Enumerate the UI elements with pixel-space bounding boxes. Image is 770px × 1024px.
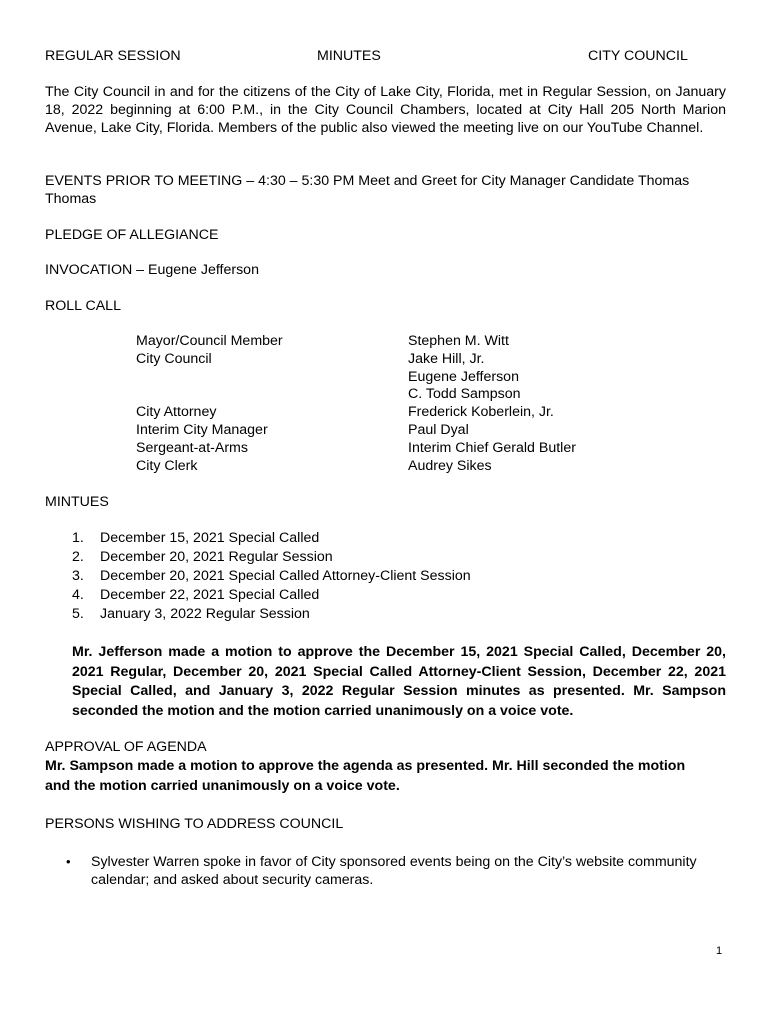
list-item bbox=[72, 586, 672, 605]
agenda-motion: Mr. Sampson made a motion to approve the agenda as presented. Mr. Hill seconded the motion and the motion carried unanimously on a voice vote. bbox=[45, 758, 686, 794]
roll-role bbox=[136, 386, 283, 404]
roll-role: City Attorney bbox=[136, 404, 217, 421]
list-text: December 15, 2021 Special Called bbox=[100, 530, 320, 546]
list-number: 2. bbox=[72, 549, 84, 565]
list-number: 4. bbox=[72, 587, 84, 603]
persons-item-text: Sylvester Warren spoke in favor of City sponsored events being on the City’s website community calendar; and asked about security cameras. bbox=[91, 854, 697, 888]
roll-name: Eugene Jefferson bbox=[408, 368, 519, 385]
list-number: 3. bbox=[72, 568, 84, 584]
roll-name: Frederick Koberlein, Jr. bbox=[408, 404, 554, 421]
roll-role: City Council bbox=[136, 350, 212, 367]
roll-name: Stephen M. Witt bbox=[408, 333, 509, 349]
intro-paragraph: The City Council in and for the citizens of the City of Lake City, Florida, met in Regular Session, on January 18, 2022 beginning at 6:00 P.M., in the City Council Chambers, located at City Hall 205 North Marion Avenue, Lake City, Florida. Members of the public also viewed the meeting live on our YouTube Channel. bbox=[45, 84, 726, 136]
pledge-heading: PLEDGE OF ALLEGIANCE bbox=[45, 227, 219, 243]
roll-call-names bbox=[408, 333, 576, 475]
page-number: 1 bbox=[716, 945, 723, 957]
roll-call-roles bbox=[136, 333, 283, 475]
minutes-list bbox=[72, 529, 672, 624]
list-item bbox=[72, 529, 672, 548]
minutes-heading: MINTUES bbox=[45, 494, 109, 510]
header-body: CITY COUNCIL bbox=[588, 48, 688, 64]
list-number: 1. bbox=[72, 530, 84, 546]
list-item bbox=[72, 548, 672, 567]
persons-heading: PERSONS WISHING TO ADDRESS COUNCIL bbox=[45, 816, 344, 832]
list-item bbox=[66, 854, 706, 890]
list-item bbox=[72, 605, 672, 624]
minutes-motion: Mr. Jefferson made a motion to approve the December 15, 2021 Special Called, December 20, 2021 Regular, December 20, 2021 Special Called Attorney-Client Session, December 22, 2021 Special Called, and January 3, 2022 Regular Session minutes as presented. Mr. Sampson seconded the motion and the motion carried unanimously on a voice vote. bbox=[72, 644, 726, 719]
agenda-heading: APPROVAL OF AGENDA bbox=[45, 739, 207, 755]
roll-name: Interim Chief Gerald Butler bbox=[408, 439, 576, 456]
roll-role: Interim City Manager bbox=[136, 421, 268, 438]
list-text: December 20, 2021 Regular Session bbox=[100, 549, 333, 565]
invocation-line: INVOCATION – Eugene Jefferson bbox=[45, 262, 259, 278]
roll-role: Sergeant-at-Arms bbox=[136, 439, 248, 456]
roll-name: Audrey Sikes bbox=[408, 457, 492, 474]
events-paragraph: EVENTS PRIOR TO MEETING – 4:30 – 5:30 PM Meet and Greet for City Manager Candidate Thomas Thomas bbox=[45, 173, 690, 207]
roll-call-heading: ROLL CALL bbox=[45, 298, 121, 314]
list-item bbox=[72, 567, 672, 586]
list-text: December 20, 2021 Special Called Attorney-Client Session bbox=[100, 568, 471, 584]
roll-name: Jake Hill, Jr. bbox=[408, 350, 485, 367]
roll-name: C. Todd Sampson bbox=[408, 386, 521, 403]
bullet-icon: • bbox=[66, 854, 71, 869]
header-doc-type: MINUTES bbox=[317, 48, 381, 64]
document-header bbox=[45, 48, 725, 66]
roll-name: Paul Dyal bbox=[408, 421, 469, 438]
roll-role: City Clerk bbox=[136, 457, 198, 474]
list-text: December 22, 2021 Special Called bbox=[100, 587, 320, 603]
roll-role bbox=[136, 369, 283, 387]
list-number: 5. bbox=[72, 606, 84, 622]
list-text: January 3, 2022 Regular Session bbox=[100, 606, 310, 622]
header-session-type: REGULAR SESSION bbox=[45, 48, 181, 64]
roll-role: Mayor/Council Member bbox=[136, 333, 283, 349]
